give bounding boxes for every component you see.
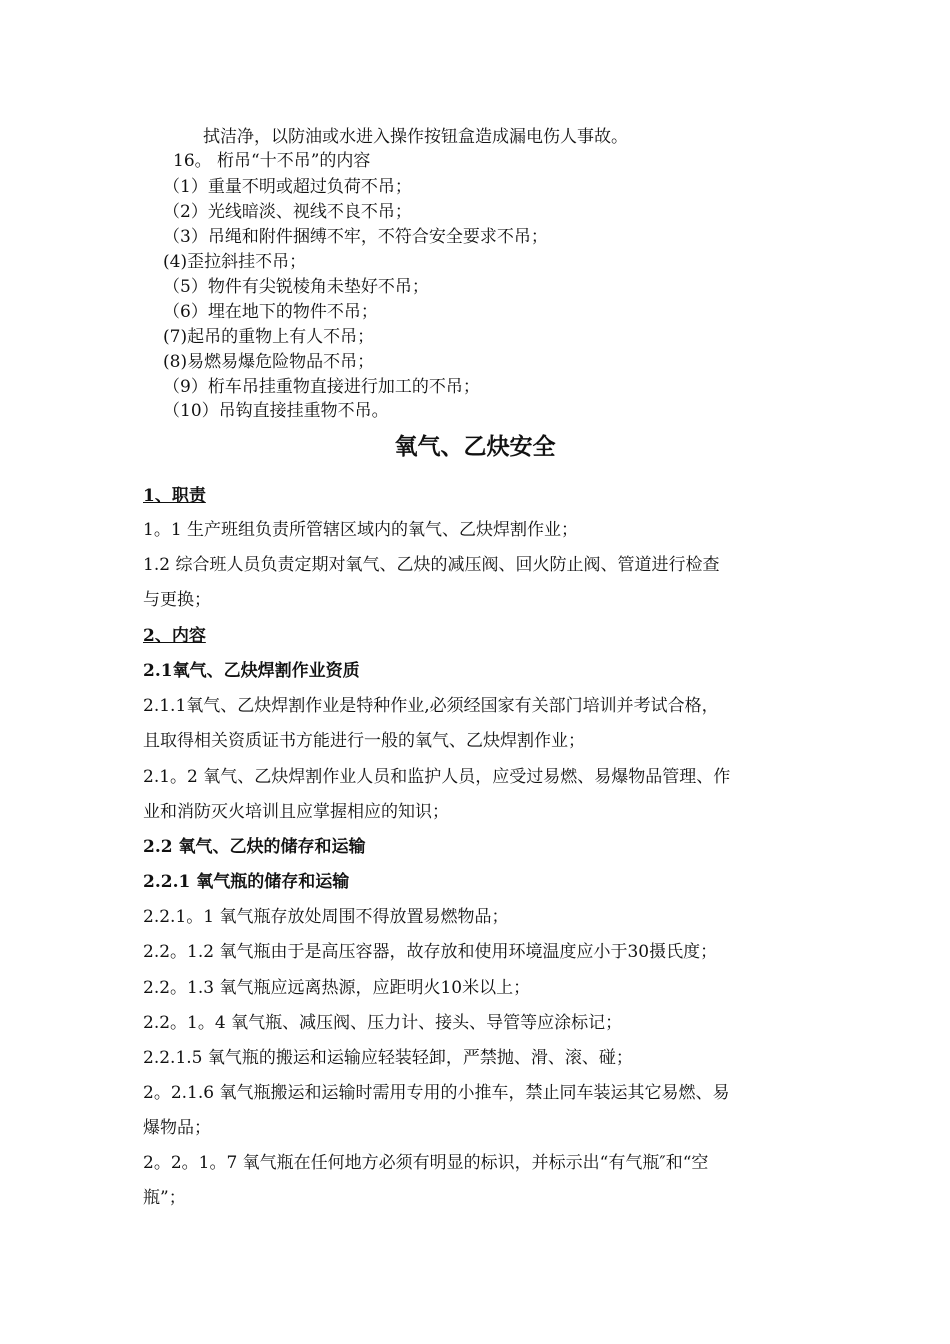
paragraph: 2.2.1.5 氧气瓶的搬运和运输应轻装轻卸，严禁抛、滑、滚、碰； — [143, 1048, 633, 1068]
paragraph: 1。1 生产班组负责所管辖区域内的氧气、乙炔焊割作业； — [143, 520, 579, 540]
list-item: （10）吊钩直接挂重物不吊。 — [163, 401, 389, 421]
list-item: （5）物件有尖锐棱角未垫好不吊； — [163, 277, 429, 297]
subsection-heading: 2.2 氧气、乙炔的储存和运输 — [143, 837, 366, 857]
list-heading: 16。 桁吊“十不吊”的内容 — [173, 151, 371, 171]
list-item: (7)起吊的重物上有人不吊； — [163, 327, 375, 347]
paragraph: 2.2。1.3 氧气瓶应远离热源，应距明火10米以上； — [143, 978, 531, 998]
paragraph: 瓶”； — [143, 1188, 186, 1208]
paragraph: 2.2。1。4 氧气瓶、减压阀、压力计、接头、导管等应涂标记； — [143, 1013, 623, 1033]
paragraph: 2。2。1。7 氧气瓶在任何地方必须有明显的标识，并标示出“有气瓶″和“空 — [143, 1153, 709, 1173]
paragraph: 2。2.1.6 氧气瓶搬运和运输时需用专用的小推车，禁止同车装运其它易燃、易 — [143, 1083, 730, 1103]
paragraph: 1.2 综合班人员负责定期对氧气、乙炔的减压阀、回火防止阀、管道进行检查 — [143, 555, 720, 575]
list-item: （9）桁车吊挂重物直接进行加工的不吊； — [163, 377, 480, 397]
subsection-heading: 2.2.1 氧气瓶的储存和运输 — [143, 872, 350, 892]
paragraph: 与更换； — [143, 590, 211, 610]
paragraph: 2.1。2 氧气、乙炔焊割作业人员和监护人员，应受过易燃、易爆物品管理、作 — [143, 767, 731, 787]
paragraph: 爆物品； — [143, 1118, 211, 1138]
section-heading: 1、职责 — [143, 486, 206, 506]
list-item: （2）光线暗淡、视线不良不吊； — [163, 202, 412, 222]
list-item: (4)歪拉斜挂不吊； — [163, 252, 307, 272]
continuation-text: 拭洁净，以防油或水进入操作按钮盒造成漏电伤人事故。 — [203, 127, 628, 147]
list-item: （1）重量不明或超过负荷不吊； — [163, 177, 412, 197]
paragraph: 业和消防灭火培训且应掌握相应的知识； — [143, 802, 449, 822]
list-item: (8)易燃易爆危险物品不吊； — [163, 352, 375, 372]
paragraph: 2.1.1氧气、乙炔焊割作业是特种作业,必须经国家有关部门培训并考试合格， — [143, 696, 719, 716]
paragraph: 2.2。1.2 氧气瓶由于是高压容器，故存放和使用环境温度应小于30摄氏度； — [143, 942, 718, 962]
list-item: （6）埋在地下的物件不吊； — [163, 302, 378, 322]
paragraph: 2.2.1。1 氧气瓶存放处周围不得放置易燃物品； — [143, 907, 509, 927]
section-heading: 2、内容 — [143, 626, 206, 646]
subsection-heading: 2.1氧气、乙炔焊割作业资质 — [143, 661, 360, 681]
document-title: 氧气、乙炔安全 — [394, 433, 556, 460]
paragraph: 且取得相关资质证书方能进行一般的氧气、乙炔焊割作业； — [143, 731, 585, 751]
list-item: （3）吊绳和附件捆缚不牢，不符合安全要求不吊； — [163, 227, 548, 247]
